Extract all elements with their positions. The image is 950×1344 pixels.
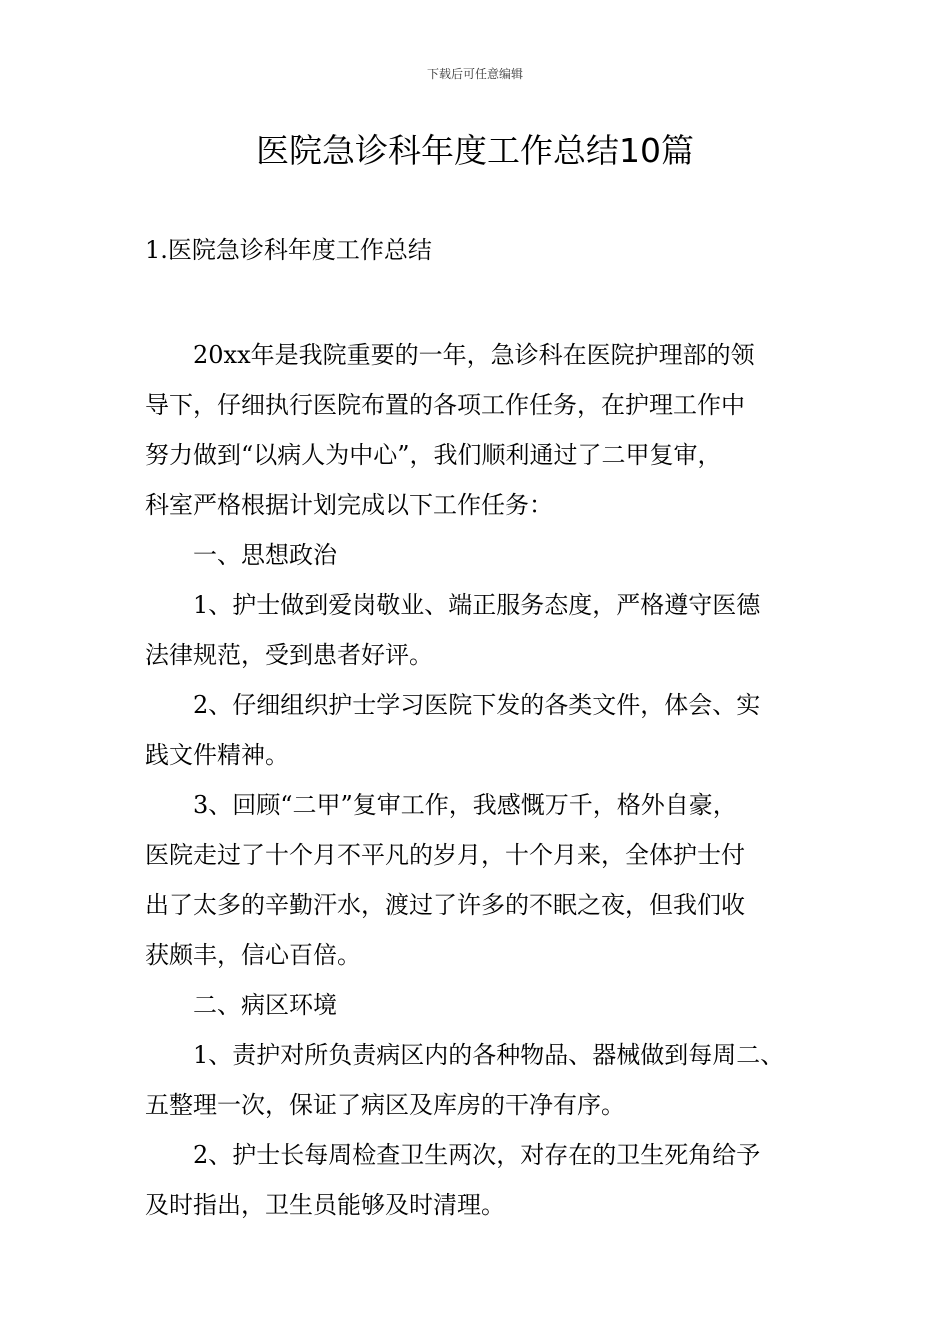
document-title: 医院急诊科年度工作总结10篇 [256, 131, 694, 170]
text-line: 践文件精神。 [145, 741, 289, 769]
header-note: 下载后可任意编辑 [426, 67, 523, 81]
text-line: 获颇丰，信心百倍。 [145, 941, 361, 969]
text-line: 1、责护对所负责病区内的各种物品、器械做到每周二、 [193, 1041, 785, 1069]
text-line: 五整理一次，保证了病区及库房的干净有序。 [145, 1091, 625, 1119]
text-line: 2、仔细组织护士学习医院下发的各类文件，体会、实 [193, 691, 761, 719]
subsection-heading: 一、思想政治 [193, 541, 337, 569]
text-line: 及时指出，卫生员能够及时清理。 [145, 1191, 505, 1219]
text-line: 2、护士长每周检查卫生两次，对存在的卫生死角给予 [193, 1141, 761, 1169]
section-heading: 1.医院急诊科年度工作总结 [145, 236, 432, 264]
text-line: 1、护士做到爱岗敬业、端正服务态度，严格遵守医德 [193, 591, 761, 619]
subsection-heading: 二、病区环境 [193, 991, 337, 1019]
text-line: 法律规范，受到患者好评。 [145, 641, 433, 669]
body-text [145, 330, 825, 1230]
text-line: 医院走过了十个月不平凡的岁月，十个月来，全体护士付 [145, 841, 745, 869]
text-line: 导下，仔细执行医院布置的各项工作任务，在护理工作中 [145, 391, 745, 419]
text-line: 努力做到“以病人为中心”，我们顺利通过了二甲复审， [145, 441, 722, 469]
text-line: 20xx年是我院重要的一年，急诊科在医院护理部的领 [193, 341, 755, 369]
text-line: 出了太多的辛勤汗水，渡过了许多的不眠之夜，但我们收 [145, 891, 745, 919]
text-line: 科室严格根据计划完成以下工作任务： [145, 491, 553, 519]
text-line: 3、回顾“二甲”复审工作，我感慨万千，格外自豪， [193, 791, 737, 819]
